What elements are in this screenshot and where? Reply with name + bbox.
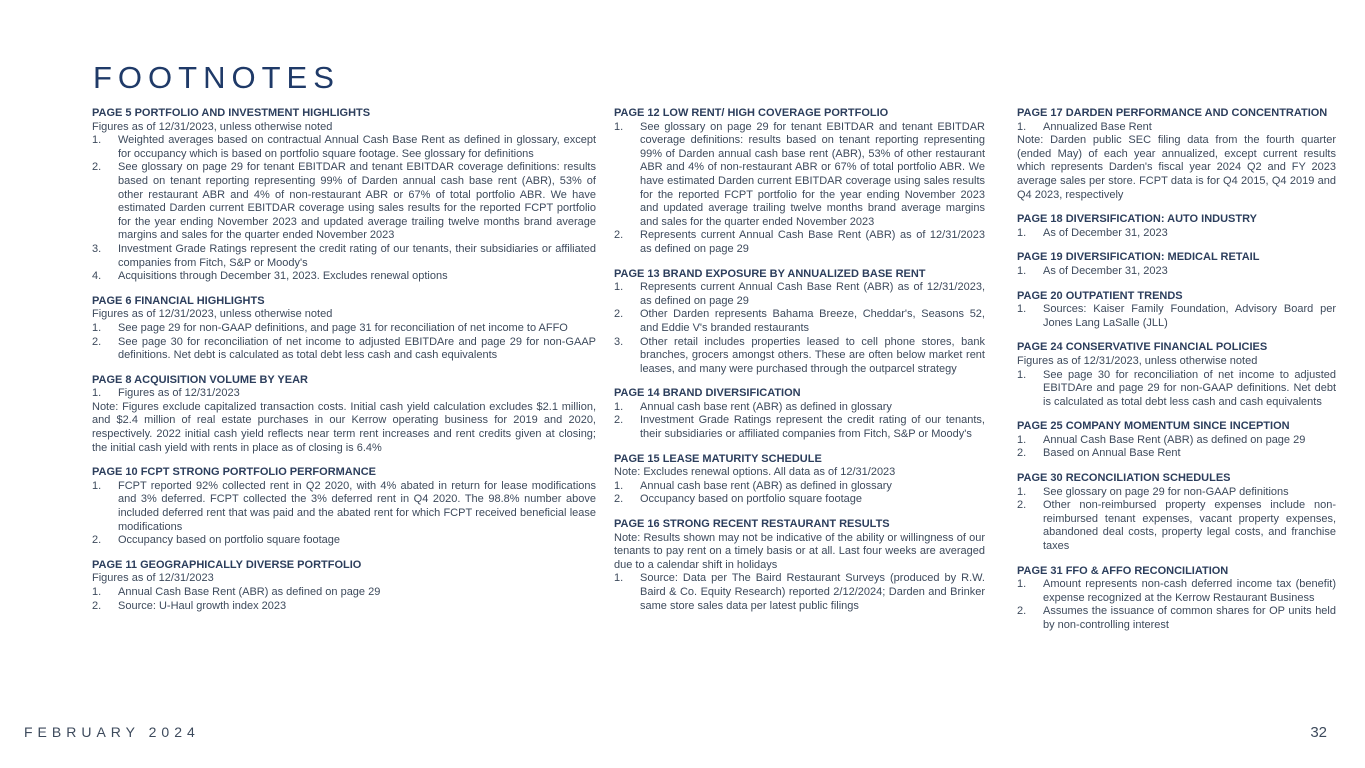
footnote-item (1017, 434, 1336, 448)
section-title: PAGE 16 STRONG RECENT RESTAURANT RESULTS (614, 518, 890, 531)
footnote-section (614, 268, 985, 377)
footnote-item (614, 281, 985, 308)
footnote-number: 1. (92, 134, 102, 147)
section-title: PAGE 19 DIVERSIFICATION: MEDICAL RETAIL (1017, 251, 1260, 264)
footnote-text: Annualized Base Rent (1043, 120, 1152, 133)
footnote-number: 2. (614, 414, 624, 427)
footnote-section (92, 107, 596, 284)
footnote-item (92, 322, 596, 336)
footnote-number: 1. (1017, 433, 1027, 446)
section-note: Note: Figures exclude capitalized transaction costs. Initial cash yield calculation excludes $2.1 million, and $2.4 million of real estate purchases in our Kerrow operating business for 2019 and 2020, respectively. 2022 initial cash yield reflects near term rent increases and rent credits given at closing; the initial cash yield with rents in place as of closing is 6.4% (92, 400, 596, 454)
footnote-number: 1. (92, 479, 102, 492)
footnote-item (92, 270, 596, 284)
footnote-item (92, 134, 596, 161)
footnote-item (614, 480, 985, 494)
footnote-text: Represents current Annual Cash Base Rent (ABR) as of 12/31/2023, as defined on page 29 (640, 281, 985, 307)
footnote-list (614, 121, 985, 257)
footnote-text: Other non-reimbursed property expenses include non-reimbursed tenant expenses, vacant property expenses, abandoned deal costs, property legal costs, and franchise taxes (1043, 499, 1336, 553)
footnote-list (92, 134, 596, 284)
footnote-text: See page 30 for reconciliation of net income to adjusted EBITDAre and page 29 for non-GAAP definitions. Net debt is calculated as total debt less cash and cash equivalents (118, 335, 596, 362)
page-title: FOOTNOTES (93, 60, 340, 95)
footnote-item (92, 243, 596, 270)
footnote-item (1017, 121, 1336, 135)
footnote-section (1017, 420, 1336, 461)
footnote-item (92, 586, 596, 600)
section-title: PAGE 6 FINANCIAL HIGHLIGHTS (92, 294, 265, 307)
footnote-number: 1. (614, 120, 624, 133)
footnote-number: 2. (92, 534, 102, 547)
footnote-number: 1. (614, 572, 624, 585)
section-note: Figures as of 12/31/2023, unless otherwise noted (1017, 354, 1258, 367)
footnote-item (92, 600, 596, 614)
footnote-number: 1. (1017, 226, 1027, 239)
footnote-number: 1. (1017, 264, 1027, 277)
footnote-text: Other Darden represents Bahama Breeze, Cheddar's, Seasons 52, and Eddie V's branded restaurants (640, 308, 985, 334)
footnote-number: 1. (614, 479, 624, 492)
footnote-number: 2. (1017, 447, 1027, 460)
section-title: PAGE 31 FFO & AFFO RECONCILIATION (1017, 564, 1229, 577)
section-title: PAGE 10 FCPT STRONG PORTFOLIO PERFORMANCE (92, 466, 376, 479)
footnote-item (614, 493, 985, 507)
footnote-text: Assumes the issuance of common shares for OP units held by non-controlling interest (1043, 605, 1336, 631)
footnote-number: 2. (614, 493, 624, 506)
footnote-section (614, 453, 985, 507)
footnote-number: 2. (92, 161, 102, 174)
footnote-list (92, 387, 596, 401)
footnote-text: Annual Cash Base Rent (ABR) as defined on page 29 (1043, 433, 1306, 446)
footnote-text: FCPT reported 92% collected rent in Q2 2020, with 4% abated in return for lease modifications and 3% deferred. FCPT collected the 3% deferred rent in Q4 2020. The 98.8% number above included deferred rent that was paid and the abated rent for which FCPT received beneficial lease modifications (118, 479, 596, 533)
footnote-number: 1. (614, 281, 624, 294)
section-title: PAGE 18 DIVERSIFICATION: AUTO INDUSTRY (1017, 213, 1257, 226)
footnote-number: 2. (1017, 499, 1027, 512)
section-title: PAGE 25 COMPANY MOMENTUM SINCE INCEPTION (1017, 420, 1290, 433)
footnote-number: 1. (92, 387, 102, 400)
footnote-number: 1. (1017, 368, 1027, 381)
footnote-list (614, 401, 985, 442)
footnote-text: See glossary on page 29 for tenant EBITDAR and tenant EBITDAR coverage definitions: results based on tenant reporting representing 99% of Darden annual cash base rent (ABR), 53% of other restaurant ABR and 4% of non-restaurant ABR or 67% of total portfolio ABR. We have estimated Darden current EBITDAR coverage using sales results for the reported FCPT portfolio for the year ending November 2023 and updated average trailing twelve months brand average margins and sales for the quarter ended November 2023 (118, 161, 596, 242)
footnote-section (1017, 251, 1336, 278)
footer-date: FEBRUARY 2024 (24, 724, 200, 740)
footnote-number: 2. (614, 229, 624, 242)
footnote-item (92, 161, 596, 243)
footnote-list (1017, 434, 1336, 461)
footnote-number: 1. (1017, 485, 1027, 498)
footnote-text: Other retail includes properties leased to cell phone stores, bank branches, grocers amongst others. These are often below market rent leases, and many were purchased through the outparcel strategy (640, 335, 985, 375)
footnote-item (1017, 578, 1336, 605)
section-title: PAGE 20 OUTPATIENT TRENDS (1017, 289, 1183, 302)
footnote-list (614, 281, 985, 376)
footnotes-column-3 (1017, 107, 1336, 644)
footnote-text: Annual Cash Base Rent (ABR) as defined on page 29 (118, 586, 381, 598)
footnote-text: As of December 31, 2023 (1043, 264, 1168, 277)
footnote-section (1017, 341, 1336, 409)
footnote-section (92, 374, 596, 456)
footnote-text: Source: U-Haul growth index 2023 (118, 599, 287, 612)
footnote-list (614, 480, 985, 507)
section-note: Figures as of 12/31/2023, unless otherwise noted (92, 308, 333, 321)
footnote-list (92, 586, 596, 613)
footnote-text: See page 30 for reconciliation of net income to adjusted EBITDAre and page 29 for non-GAAP definitions. Net debt is calculated as total debt less cash and cash equivalents (1043, 368, 1336, 408)
footnote-list (1017, 303, 1336, 330)
footnote-number: 2. (1017, 605, 1027, 618)
section-title: PAGE 8 ACQUISITION VOLUME BY YEAR (92, 373, 308, 386)
footnote-number: 2. (92, 335, 102, 348)
section-note: Figures as of 12/31/2023 (92, 572, 214, 585)
section-note: Note: Excludes renewal options. All data as of 12/31/2023 (614, 466, 896, 479)
section-title: PAGE 24 CONSERVATIVE FINANCIAL POLICIES (1017, 341, 1268, 354)
footnote-text: Figures as of 12/31/2023 (118, 387, 240, 400)
footnote-text: Annual cash base rent (ABR) as defined in glossary (640, 400, 892, 413)
footnote-text: Amount represents non-cash deferred income tax (benefit) expense recognized at the Kerrow Restaurant Business (1043, 578, 1336, 604)
footnote-item (92, 387, 596, 401)
footnote-item (614, 229, 985, 256)
footnote-item (1017, 605, 1336, 632)
footnote-text: As of December 31, 2023 (1043, 226, 1168, 239)
footnote-section (1017, 213, 1336, 240)
footnote-number: 1. (92, 586, 102, 598)
footnote-text: Occupancy based on portfolio square footage (640, 493, 862, 506)
page-number: 32 (1310, 724, 1327, 741)
footnote-section (614, 387, 985, 441)
footnote-number: 3. (92, 242, 102, 255)
section-note: Figures as of 12/31/2023, unless otherwise noted (92, 120, 333, 133)
section-title: PAGE 11 GEOGRAPHICALLY DIVERSE PORTFOLIO (92, 558, 362, 571)
footnote-section (92, 559, 596, 613)
section-title: PAGE 13 BRAND EXPOSURE BY ANNUALIZED BASE RENT (614, 267, 926, 280)
footnote-text: Annual cash base rent (ABR) as defined in glossary (640, 479, 892, 492)
footnotes-column-2 (614, 107, 985, 624)
footnote-text: Occupancy based on portfolio square footage (118, 534, 340, 547)
footnote-list (1017, 486, 1336, 554)
section-title: PAGE 17 DARDEN PERFORMANCE AND CONCENTRATION (1017, 107, 1328, 119)
footnote-text: Acquisitions through December 31, 2023. Excludes renewal options (118, 270, 448, 283)
footnote-item (92, 336, 596, 363)
footnote-list (92, 322, 596, 363)
section-title: PAGE 30 RECONCILIATION SCHEDULES (1017, 472, 1231, 485)
footnote-item (1017, 499, 1336, 553)
footnote-text: Represents current Annual Cash Base Rent (ABR) as of 12/31/2023 as defined on page 29 (640, 229, 985, 255)
footnote-number: 2. (614, 308, 624, 321)
footnote-number: 4. (92, 270, 102, 283)
footnote-number: 1. (1017, 120, 1027, 133)
footnote-list (1017, 369, 1336, 410)
footnote-number: 2. (92, 599, 102, 612)
footnotes-column-1 (92, 107, 596, 624)
footnote-list (1017, 121, 1336, 135)
footnote-item (1017, 227, 1336, 241)
footnote-section (1017, 565, 1336, 633)
footnote-text: Investment Grade Ratings represent the credit rating of our tenants, their subsidiaries or affiliated companies from Fitch, S&P or Moody's (118, 242, 596, 269)
footnote-section (92, 466, 596, 548)
footnote-item (614, 308, 985, 335)
section-title: PAGE 12 LOW RENT/ HIGH COVERAGE PORTFOLIO (614, 107, 889, 119)
footnote-list (1017, 227, 1336, 241)
footnote-item (614, 121, 985, 230)
footnote-text: See glossary on page 29 for tenant EBITDAR and tenant EBITDAR coverage definitions: results based on tenant reporting representing 99% of Darden annual cash base rent (ABR), 53% of other restaurant ABR and 4% of non-restaurant ABR or 67% of total portfolio ABR. We have estimated Darden current EBITDAR coverage using sales results for the reported FCPT portfolio for the year ending November 2023 and updated average trailing twelve months brand average margins and sales for the quarter ended November 2023 (640, 120, 985, 228)
footnote-item (1017, 447, 1336, 461)
footnote-section (1017, 290, 1336, 331)
footnote-number: 1. (1017, 303, 1027, 316)
footnote-item (614, 572, 985, 613)
section-note: Note: Darden public SEC filing data from the fourth quarter (ended May) of each year annualized, except current results which represents Darden's fiscal year 2024 Q2 and FY 2023 average sales per store. FCPT data is for Q4 2015, Q4 2019 and Q4 2023, respectively (1017, 134, 1336, 201)
footnote-section (92, 295, 596, 363)
footnote-section (614, 518, 985, 613)
footnote-number: 3. (614, 335, 624, 348)
footnote-item (1017, 265, 1336, 279)
section-note: Note: Results shown may not be indicative of the ability or willingness of our tenants to pay rent on a timely basis or at all. Last four weeks are averaged due to a calendar shift in holidays (614, 531, 985, 571)
footnote-list (614, 572, 985, 613)
footnote-text: See glossary on page 29 for non-GAAP definitions (1043, 485, 1289, 498)
footnote-text: Based on Annual Base Rent (1043, 447, 1181, 460)
footnote-text: Investment Grade Ratings represent the credit rating of our tenants, their subsidiaries or affiliated companies from Fitch, S&P or Moody's (640, 414, 985, 441)
section-title: PAGE 15 LEASE MATURITY SCHEDULE (614, 452, 822, 465)
footnote-section (1017, 472, 1336, 554)
footnote-item (1017, 369, 1336, 410)
footnote-number: 1. (92, 321, 102, 334)
footnote-item (92, 480, 596, 534)
footnote-item (92, 534, 596, 548)
footnote-list (92, 480, 596, 548)
footnote-text: Weighted averages based on contractual Annual Cash Base Rent as defined in glossary, except for occupancy which is based on portfolio square footage. See glossary for definitions (118, 134, 596, 160)
footnote-item (614, 401, 985, 415)
footnote-text: See page 29 for non-GAAP definitions, and page 31 for reconciliation of net income to AFFO (118, 321, 568, 334)
footnote-number: 1. (614, 400, 624, 413)
footnote-item (1017, 486, 1336, 500)
footnote-text: Sources: Kaiser Family Foundation, Advisory Board per Jones Lang LaSalle (JLL) (1043, 303, 1336, 329)
footnote-list (1017, 265, 1336, 279)
footnote-item (1017, 303, 1336, 330)
footnote-number: 1. (1017, 578, 1027, 591)
footnote-section (1017, 107, 1336, 202)
footnote-section (614, 107, 985, 257)
section-title: PAGE 5 PORTFOLIO AND INVESTMENT HIGHLIGHTS (92, 107, 371, 119)
footnote-list (1017, 578, 1336, 632)
footnote-text: Source: Data per The Baird Restaurant Surveys (produced by R.W. Baird & Co. Equity Research) reported 2/12/2024; Darden and Brinker same store sales data per latest public filings (640, 572, 985, 612)
section-title: PAGE 14 BRAND DIVERSIFICATION (614, 387, 801, 400)
footnote-item (614, 336, 985, 377)
footnote-item (614, 414, 985, 441)
